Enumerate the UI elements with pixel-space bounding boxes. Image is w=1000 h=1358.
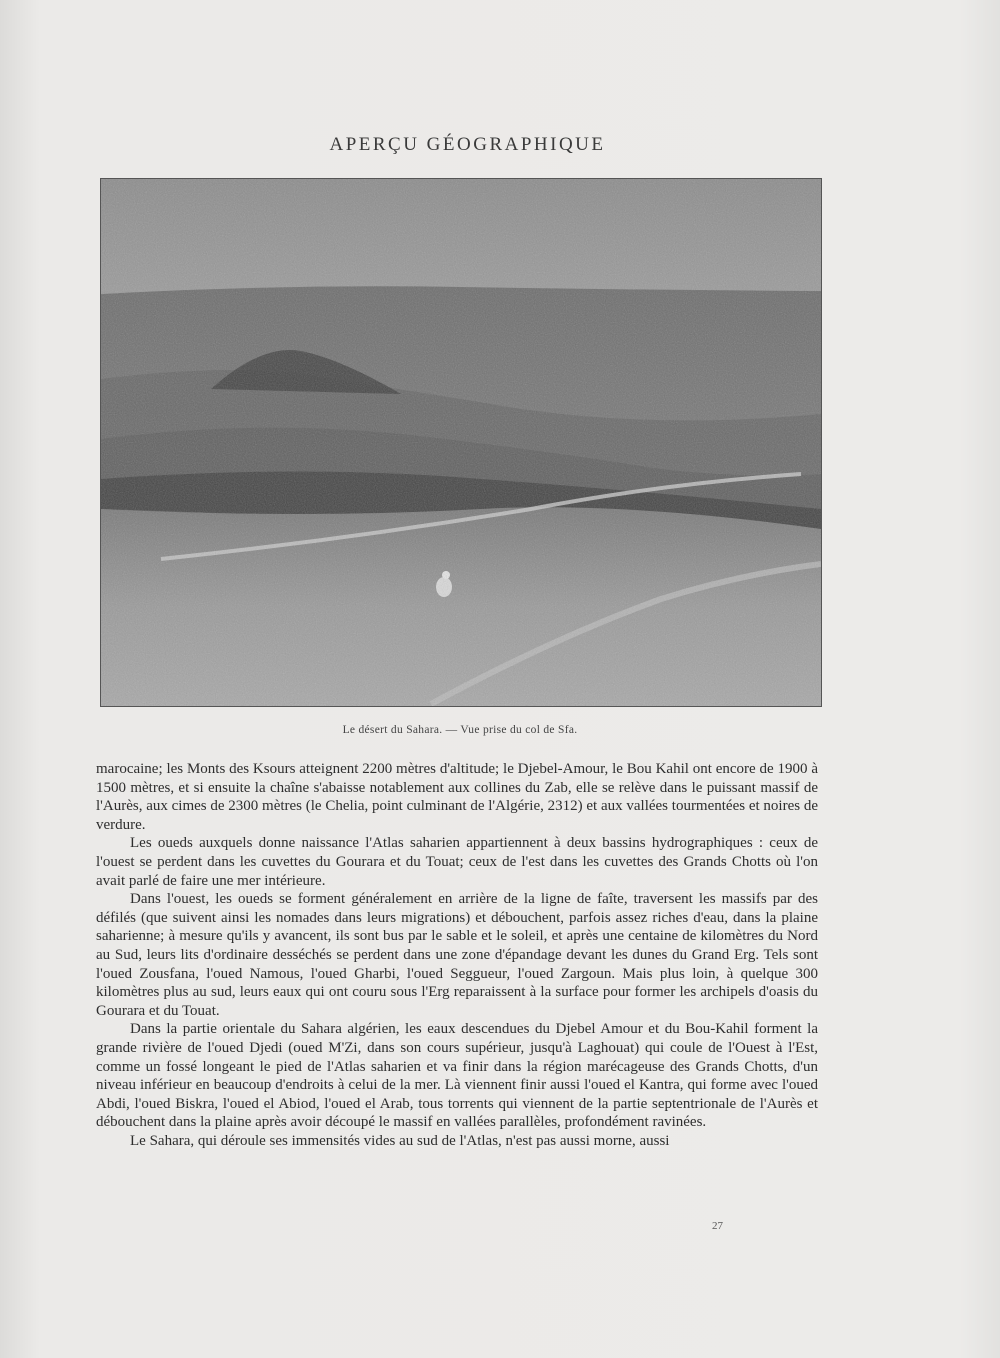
paragraph: Le Sahara, qui déroule ses immensités vides au sud de l'Atlas, n'est pas aussi morne, aussi bbox=[130, 1132, 670, 1149]
body-text bbox=[96, 760, 818, 1150]
figure-caption: Le désert du Sahara. — Vue prise du col de Sfa. bbox=[342, 724, 578, 736]
sahara-photograph bbox=[100, 178, 822, 707]
paragraph: Dans la partie orientale du Sahara algérien, les eaux descendues du Djebel Amour et du Bou-Kahil forment la grande rivière de l'oued Djedi (oued M'Zi, dans son cours supérieur, jusqu'à Laghouat) qui coule de l'Ouest à l'Est, comme un fossé longeant le pied de l'Atlas saharien et va finir dans la région marécageuse des Grands Chotts, d'un niveau inférieur en beaucoup d'endroits à celui de la mer. Là viennent finir aussi l'oued el Kantra, qui forme avec l'oued Abdi, l'oued Biskra, l'oued el Abiod, l'oued el Arab, tous torrents qui viennent de la partie septentrionale de l'Aurès et débouchent dans la plaine après avoir découpé le massif en vallées parallèles, profondément ravinées. bbox=[96, 1021, 818, 1131]
paragraph: Les oueds auxquels donne naissance l'Atlas saharien appartiennent à deux bassins hydrographiques : ceux de l'ouest se perdent dans les cuvettes du Gourara et du Touat; ceux de l'est dans les cuvettes des Grands Chotts où l'on avait parlé de faire une mer intérieure. bbox=[96, 835, 818, 889]
paragraph: Dans l'ouest, les oueds se forment généralement en arrière de la ligne de faîte, traversent les massifs par des défilés (que suivent ainsi les nomades dans leurs migrations) et débouchent, parfois assez riches d'eau, dans la plaine saharienne; à mesure qu'ils y avancent, ils sont bus par le sable et le soleil, et après une centaine de kilomètres du Nord au Sud, leurs lits d'ordinaire desséchés se perdent dans une zone d'épandage devant les dunes du Grand Erg. Tels sont l'oued Zousfana, l'oued Namous, l'oued Gharbi, l'oued Seggueur, l'oued Zargoun. Mais plus loin, à quelque 300 kilomètres plus au sud, leurs eaux qui ont couru sous l'Erg reparaissent à la surface pour former les archipels d'oasis du Gourara et du Touat. bbox=[96, 891, 818, 1019]
running-title: APERÇU GÉOGRAPHIQUE bbox=[329, 134, 606, 155]
paragraph: marocaine; les Monts des Ksours atteignent 2200 mètres d'altitude; le Djebel-Amour, le Bou Kahil ont encore de 1900 à 1500 mètres, et si ensuite la chaîne s'abaisse notablement aux collines du Zab, elle se relève dans le puissant massif de l'Aurès, aux cimes de 2300 mètres (le Chelia, point culminant de l'Algérie, 2312) et aux vallées tourmentées et noires de verdure. bbox=[96, 761, 818, 833]
page-number: 27 bbox=[712, 1220, 723, 1232]
